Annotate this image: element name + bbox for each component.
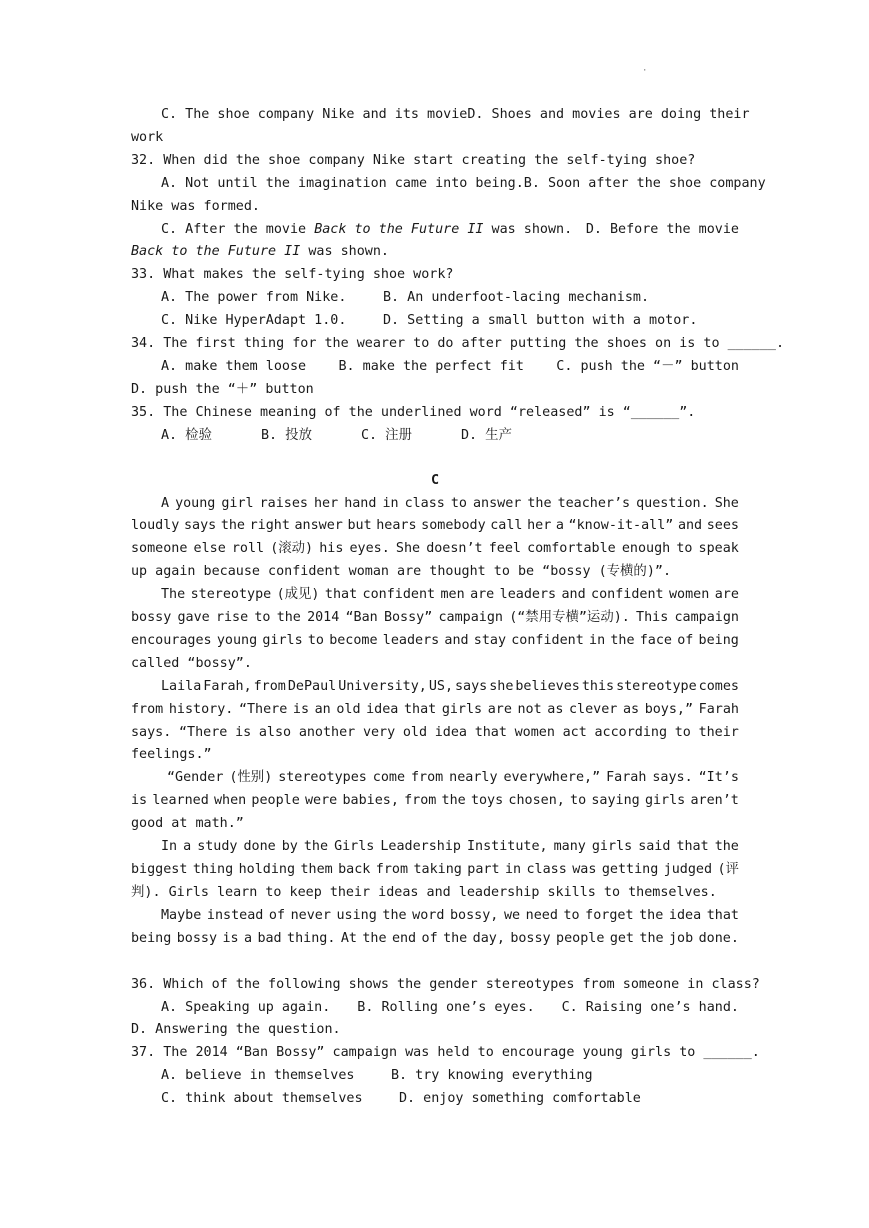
text-line: being bossy is a bad thing. At the end of the day, bossy people get the job done. (131, 930, 739, 946)
q35-option-b: B. 投放 (261, 427, 312, 443)
q33-option-b: B. An underfoot-lacing mechanism. (383, 290, 650, 306)
passage-paragraph-5 (131, 836, 739, 905)
q35-options (131, 425, 739, 448)
q37-options-ab (131, 1065, 739, 1088)
text-line: says. “There is also another very old idea that women act according to their (131, 724, 739, 740)
text-line: Maybe instead of never using the word bossy, we need to forget the idea that (161, 907, 739, 923)
text-line: good at math.” (131, 816, 244, 832)
q36-options-abc (131, 997, 739, 1020)
q37-stem: 37. The 2014 “Ban Bossy” campaign was held to encourage young girls to ______. (131, 1045, 760, 1061)
text-line: The stereotype (成见) that confident men are leaders and confident women are (161, 587, 739, 603)
q37-option-a: A. believe in themselves (161, 1068, 355, 1084)
text-line: called “bossy”. (131, 655, 252, 671)
q34-option-b: B. make the perfect fit (338, 358, 524, 374)
exam-page-content (131, 104, 785, 1111)
text-line: 判). Girls learn to keep their ideas and leadership skills to themselves. (131, 884, 717, 900)
text-line: “Gender (性别) stereotypes come from nearly everywhere,” Farah says. “It’s (167, 770, 739, 786)
q34-option-a: A. make them loose (161, 358, 307, 374)
q32-option-d: D. Before the movie (585, 221, 739, 237)
q33-options-cd (131, 310, 739, 333)
q31-option-d-continued: work (131, 129, 164, 145)
text-line: is learned when people were babies, from the toys chosen, to saying girls aren’t (131, 793, 739, 809)
passage-paragraph-6 (131, 905, 739, 951)
text-line: encourages young girls to become leaders and stay confident in the face of being (131, 632, 739, 648)
text-line: loudly says the right answer but hears somebody call her a “know-it-all” and sees (131, 518, 739, 534)
q36-option-a: A. Speaking up again. (161, 999, 331, 1015)
q34-option-c: C. push the “－” button (556, 358, 739, 374)
text-line: A young girl raises her hand in class to answer the teacher’s question. She (161, 495, 739, 511)
passage-paragraph-2 (131, 584, 739, 676)
q37-options-cd (131, 1088, 739, 1111)
q37-option-d: D. enjoy something comfortable (399, 1091, 641, 1107)
q33-stem: 33. What makes the self-tying shoe work? (131, 267, 454, 283)
q37-option-b: B. try knowing everything (391, 1068, 593, 1084)
q35-option-a: A. 检验 (161, 427, 212, 443)
q35-option-c: C. 注册 (361, 427, 412, 443)
q32-option-a: A. Not until the imagination came into being. (161, 175, 524, 191)
passage-paragraph-4 (131, 767, 739, 836)
text-line: Laila Farah, from DePaul University, US, says she believes this stereotype comes (161, 678, 739, 694)
q35-option-d: D. 生产 (461, 427, 512, 443)
q31-options-cd (131, 104, 750, 127)
q36-option-c: C. Raising one’s hand. (561, 999, 739, 1015)
q32-option-c: C. After the movie Back to the Future II was shown. (161, 221, 573, 237)
q34-stem: 34. The first thing for the wearer to do after putting the shoes on is to ______. (131, 336, 785, 352)
spacer (131, 951, 739, 974)
q33-option-d: D. Setting a small button with a motor. (383, 313, 698, 329)
q36-option-b: B. Rolling one’s eyes. (357, 999, 535, 1015)
passage-paragraph-1 (131, 493, 739, 585)
text-line: bossy gave rise to the 2014 “Ban Bossy” campaign (“禁用专横”运动). This campaign (131, 610, 739, 626)
q31-option-c: C. The shoe company Nike and its movie (161, 107, 468, 122)
q32-options-ab (131, 173, 766, 196)
text-line: someone else roll (滚动) his eyes. She doesn’t feel comfortable enough to speak (131, 541, 739, 557)
q31-option-d: D. Shoes and movies are doing their (467, 107, 750, 122)
text-line: In a study done by the Girls Leadership Institute, many girls said that the (161, 839, 739, 855)
q33-options-ab (131, 287, 739, 310)
q32-options-cd (131, 219, 739, 242)
text-line: up again because confident woman are thought to be “bossy (专横的)”. (131, 564, 672, 580)
q34-options-abc (131, 356, 739, 379)
q34-option-d: D. push the “＋” button (131, 381, 314, 397)
q33-option-a: A. The power from Nike. (161, 290, 347, 306)
text-line: biggest thing holding them back from taking part in class was getting judged (评 (131, 862, 739, 877)
q32-option-b-continued: Nike was formed. (131, 198, 260, 214)
movie-title: Back to the Future II (131, 244, 301, 260)
text-line: from history. “There is an old idea that girls are not as clever as boys,” Farah (131, 701, 739, 717)
passage-paragraph-3 (131, 676, 739, 768)
section-heading: C (430, 472, 440, 488)
q36-option-d: D. Answering the question. (131, 1022, 341, 1038)
movie-title: Back to the Future II (314, 221, 484, 237)
q35-stem: 35. The Chinese meaning of the underlined word “released” is “______”. (131, 404, 696, 420)
q36-stem: 36. Which of the following shows the gender stereotypes from someone in class? (131, 976, 760, 992)
q33-option-c: C. Nike HyperAdapt 1.0. (161, 313, 347, 329)
q32-stem: 32. When did the shoe company Nike start creating the self-tying shoe? (131, 152, 696, 168)
page-mark: · (642, 66, 648, 76)
text-line: feelings.” (131, 747, 212, 763)
q32-option-d-continued: Back to the Future II was shown. (131, 244, 389, 260)
q32-option-b: B. Soon after the shoe company (523, 175, 766, 191)
q37-option-c: C. think about themselves (161, 1091, 363, 1107)
